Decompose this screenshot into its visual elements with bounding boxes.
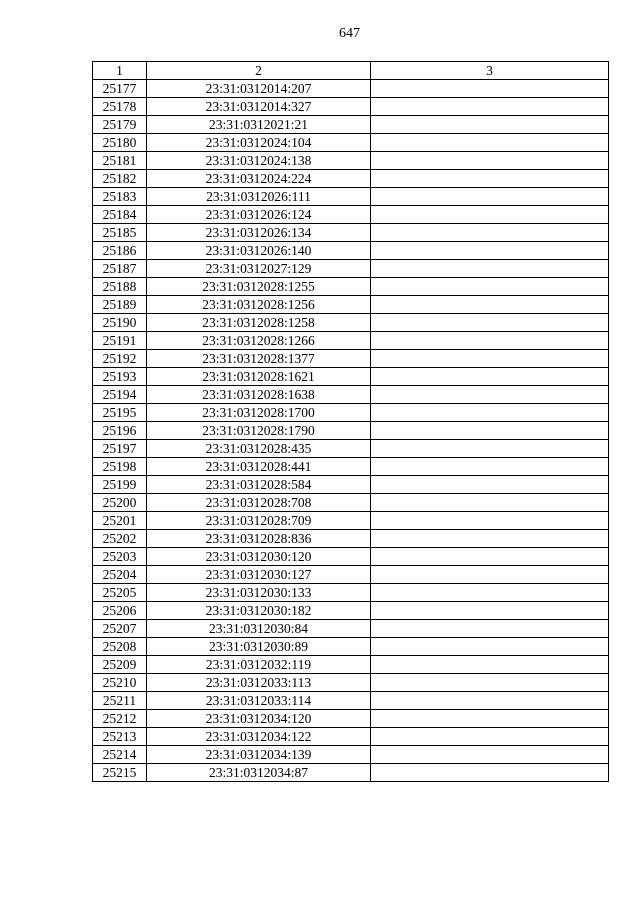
column-header-3: 3 [371,62,609,80]
row-number-cell: 25184 [93,206,147,224]
row-number-cell: 25196 [93,422,147,440]
note-cell [371,638,609,656]
note-cell [371,440,609,458]
note-cell [371,242,609,260]
column-header-2: 2 [147,62,371,80]
note-cell [371,296,609,314]
header-row [93,62,609,80]
cadastral-number-cell: 23:31:0312026:134 [147,224,371,242]
table-body [93,80,609,782]
row-number-cell: 25209 [93,656,147,674]
row-number-cell: 25197 [93,440,147,458]
cadastral-number-cell: 23:31:0312028:441 [147,458,371,476]
row-number-cell: 25202 [93,530,147,548]
table-row [93,566,609,584]
note-cell [371,314,609,332]
note-cell [371,656,609,674]
note-cell [371,620,609,638]
note-cell [371,98,609,116]
table-row [93,386,609,404]
note-cell [371,278,609,296]
note-cell [371,746,609,764]
row-number-cell: 25193 [93,368,147,386]
table-row [93,764,609,782]
table-row [93,98,609,116]
note-cell [371,476,609,494]
cadastral-number-cell: 23:31:0312028:1266 [147,332,371,350]
cadastral-number-cell: 23:31:0312034:139 [147,746,371,764]
cadastral-number-cell: 23:31:0312030:120 [147,548,371,566]
row-number-cell: 25201 [93,512,147,530]
table-row [93,80,609,98]
table-row [93,314,609,332]
row-number-cell: 25180 [93,134,147,152]
cadastral-number-cell: 23:31:0312026:124 [147,206,371,224]
note-cell [371,404,609,422]
row-number-cell: 25187 [93,260,147,278]
row-number-cell: 25206 [93,602,147,620]
note-cell [371,386,609,404]
table-row [93,116,609,134]
table-row [93,152,609,170]
row-number-cell: 25214 [93,746,147,764]
note-cell [371,368,609,386]
cadastral-number-cell: 23:31:0312024:104 [147,134,371,152]
note-cell [371,512,609,530]
table-row [93,710,609,728]
note-cell [371,80,609,98]
cadastral-number-cell: 23:31:0312028:1255 [147,278,371,296]
table-row [93,746,609,764]
cadastral-number-cell: 23:31:0312032:119 [147,656,371,674]
table-row [93,368,609,386]
table-row [93,332,609,350]
table-row [93,422,609,440]
column-header-1: 1 [93,62,147,80]
table-row [93,512,609,530]
note-cell [371,764,609,782]
note-cell [371,710,609,728]
cadastral-number-cell: 23:31:0312033:113 [147,674,371,692]
table-row [93,692,609,710]
table-row [93,350,609,368]
row-number-cell: 25185 [93,224,147,242]
cadastral-number-cell: 23:31:0312028:708 [147,494,371,512]
table-row [93,170,609,188]
table-row [93,278,609,296]
table-row [93,134,609,152]
cadastral-number-cell: 23:31:0312024:224 [147,170,371,188]
table-row [93,656,609,674]
row-number-cell: 25195 [93,404,147,422]
table-row [93,476,609,494]
cadastral-number-cell: 23:31:0312028:1790 [147,422,371,440]
cadastral-number-cell: 23:31:0312028:1258 [147,314,371,332]
note-cell [371,548,609,566]
note-cell [371,422,609,440]
table-row [93,440,609,458]
cadastral-number-cell: 23:31:0312028:1256 [147,296,371,314]
row-number-cell: 25200 [93,494,147,512]
row-number-cell: 25178 [93,98,147,116]
note-cell [371,332,609,350]
row-number-cell: 25198 [93,458,147,476]
row-number-cell: 25183 [93,188,147,206]
note-cell [371,674,609,692]
cadastral-number-cell: 23:31:0312021:21 [147,116,371,134]
note-cell [371,728,609,746]
note-cell [371,494,609,512]
table-row [93,548,609,566]
note-cell [371,170,609,188]
row-number-cell: 25204 [93,566,147,584]
note-cell [371,692,609,710]
row-number-cell: 25208 [93,638,147,656]
cadastral-number-cell: 23:31:0312030:84 [147,620,371,638]
table-row [93,242,609,260]
cadastral-number-cell: 23:31:0312014:327 [147,98,371,116]
row-number-cell: 25194 [93,386,147,404]
cadastral-number-cell: 23:31:0312034:122 [147,728,371,746]
note-cell [371,188,609,206]
note-cell [371,566,609,584]
registry-table [92,61,609,782]
row-number-cell: 25191 [93,332,147,350]
note-cell [371,350,609,368]
note-cell [371,116,609,134]
note-cell [371,224,609,242]
cadastral-number-cell: 23:31:0312024:138 [147,152,371,170]
row-number-cell: 25189 [93,296,147,314]
row-number-cell: 25179 [93,116,147,134]
row-number-cell: 25177 [93,80,147,98]
row-number-cell: 25212 [93,710,147,728]
table-row [93,296,609,314]
row-number-cell: 25199 [93,476,147,494]
row-number-cell: 25205 [93,584,147,602]
cadastral-number-cell: 23:31:0312027:129 [147,260,371,278]
table-row [93,728,609,746]
row-number-cell: 25182 [93,170,147,188]
row-number-cell: 25186 [93,242,147,260]
table-row [93,224,609,242]
cadastral-number-cell: 23:31:0312028:1700 [147,404,371,422]
note-cell [371,602,609,620]
note-cell [371,152,609,170]
cadastral-number-cell: 23:31:0312034:87 [147,764,371,782]
row-number-cell: 25203 [93,548,147,566]
cadastral-number-cell: 23:31:0312033:114 [147,692,371,710]
row-number-cell: 25181 [93,152,147,170]
table-row [93,206,609,224]
table-row [93,188,609,206]
cadastral-number-cell: 23:31:0312030:89 [147,638,371,656]
row-number-cell: 25188 [93,278,147,296]
cadastral-number-cell: 23:31:0312028:1377 [147,350,371,368]
table-row [93,530,609,548]
table-row [93,404,609,422]
cadastral-number-cell: 23:31:0312030:182 [147,602,371,620]
cadastral-number-cell: 23:31:0312026:111 [147,188,371,206]
page-number: 647 [339,26,360,41]
row-number-cell: 25190 [93,314,147,332]
cadastral-number-cell: 23:31:0312014:207 [147,80,371,98]
note-cell [371,206,609,224]
cadastral-number-cell: 23:31:0312028:584 [147,476,371,494]
table-row [93,584,609,602]
table-row [93,602,609,620]
cadastral-number-cell: 23:31:0312028:709 [147,512,371,530]
row-number-cell: 25213 [93,728,147,746]
table-header [93,62,609,80]
note-cell [371,458,609,476]
cadastral-number-cell: 23:31:0312030:127 [147,566,371,584]
row-number-cell: 25192 [93,350,147,368]
table-row [93,638,609,656]
note-cell [371,134,609,152]
note-cell [371,584,609,602]
table-row [93,620,609,638]
note-cell [371,260,609,278]
cadastral-number-cell: 23:31:0312028:836 [147,530,371,548]
cadastral-number-cell: 23:31:0312028:1621 [147,368,371,386]
cadastral-number-cell: 23:31:0312034:120 [147,710,371,728]
row-number-cell: 25207 [93,620,147,638]
note-cell [371,530,609,548]
table-row [93,260,609,278]
row-number-cell: 25211 [93,692,147,710]
cadastral-number-cell: 23:31:0312026:140 [147,242,371,260]
cadastral-number-cell: 23:31:0312030:133 [147,584,371,602]
row-number-cell: 25210 [93,674,147,692]
table-row [93,494,609,512]
table-row [93,458,609,476]
cadastral-number-cell: 23:31:0312028:435 [147,440,371,458]
table-row [93,674,609,692]
row-number-cell: 25215 [93,764,147,782]
cadastral-number-cell: 23:31:0312028:1638 [147,386,371,404]
